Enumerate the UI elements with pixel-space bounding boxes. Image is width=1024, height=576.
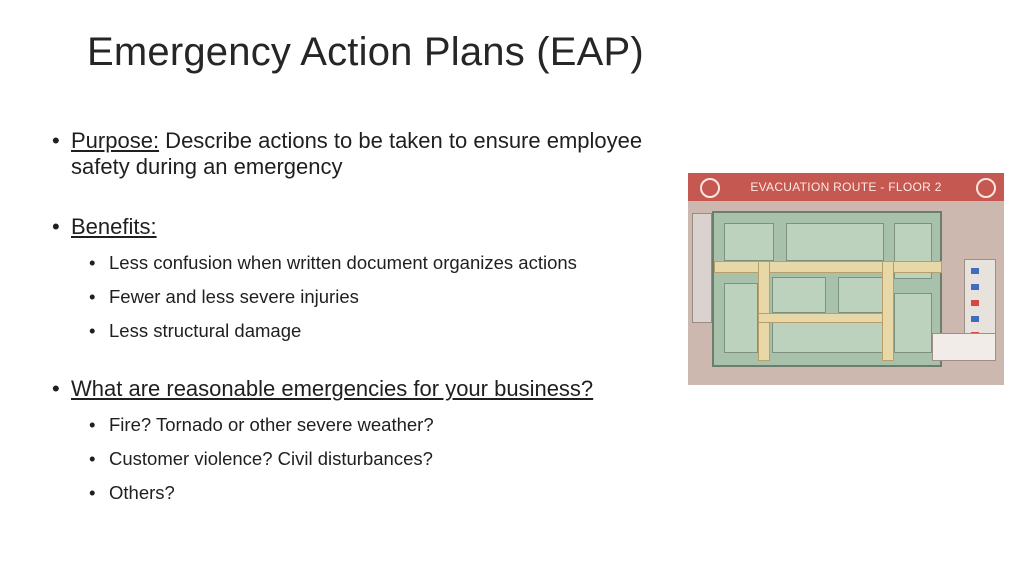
bullet-purpose — [52, 128, 692, 180]
legend-icon — [971, 284, 979, 290]
benefit-item: • Less structural damage — [89, 320, 692, 342]
bullet-benefits — [52, 214, 692, 240]
route-path — [758, 261, 770, 361]
bullet-question — [52, 376, 692, 402]
room — [786, 223, 884, 261]
benefits-label: Benefits: — [71, 214, 157, 239]
running-person-icon — [976, 178, 996, 198]
room — [772, 277, 826, 313]
content-list — [52, 128, 692, 504]
question-item: • Others? — [89, 482, 692, 504]
map-left-legend — [692, 213, 712, 323]
legend-icon — [971, 316, 979, 322]
room — [894, 293, 932, 353]
route-path — [758, 313, 892, 323]
legend-icon — [971, 268, 979, 274]
room — [838, 277, 884, 313]
benefit-item: • Fewer and less severe injuries — [89, 286, 692, 308]
map-note — [932, 333, 996, 361]
evacuation-map-image — [688, 173, 1004, 385]
route-path — [882, 261, 894, 361]
question-item: • Fire? Tornado or other severe weather? — [89, 414, 692, 436]
benefit-item: • Less confusion when written document organizes actions — [89, 252, 692, 274]
route-path — [714, 261, 942, 273]
room — [724, 283, 758, 353]
room — [724, 223, 774, 261]
purpose-text: Describe actions to be taken to ensure employee safety during an emergency — [71, 128, 643, 179]
purpose-label: Purpose: — [71, 128, 160, 153]
room — [772, 321, 884, 353]
question-item: • Customer violence? Civil disturbances? — [89, 448, 692, 470]
map-header: EVACUATION ROUTE - FLOOR 2 — [688, 173, 1004, 201]
legend-icon — [971, 300, 979, 306]
question-label: What are reasonable emergencies for your business? — [71, 376, 594, 401]
running-person-icon — [700, 178, 720, 198]
floor-plan — [712, 211, 942, 367]
slide-title: Emergency Action Plans (EAP) — [87, 30, 644, 74]
